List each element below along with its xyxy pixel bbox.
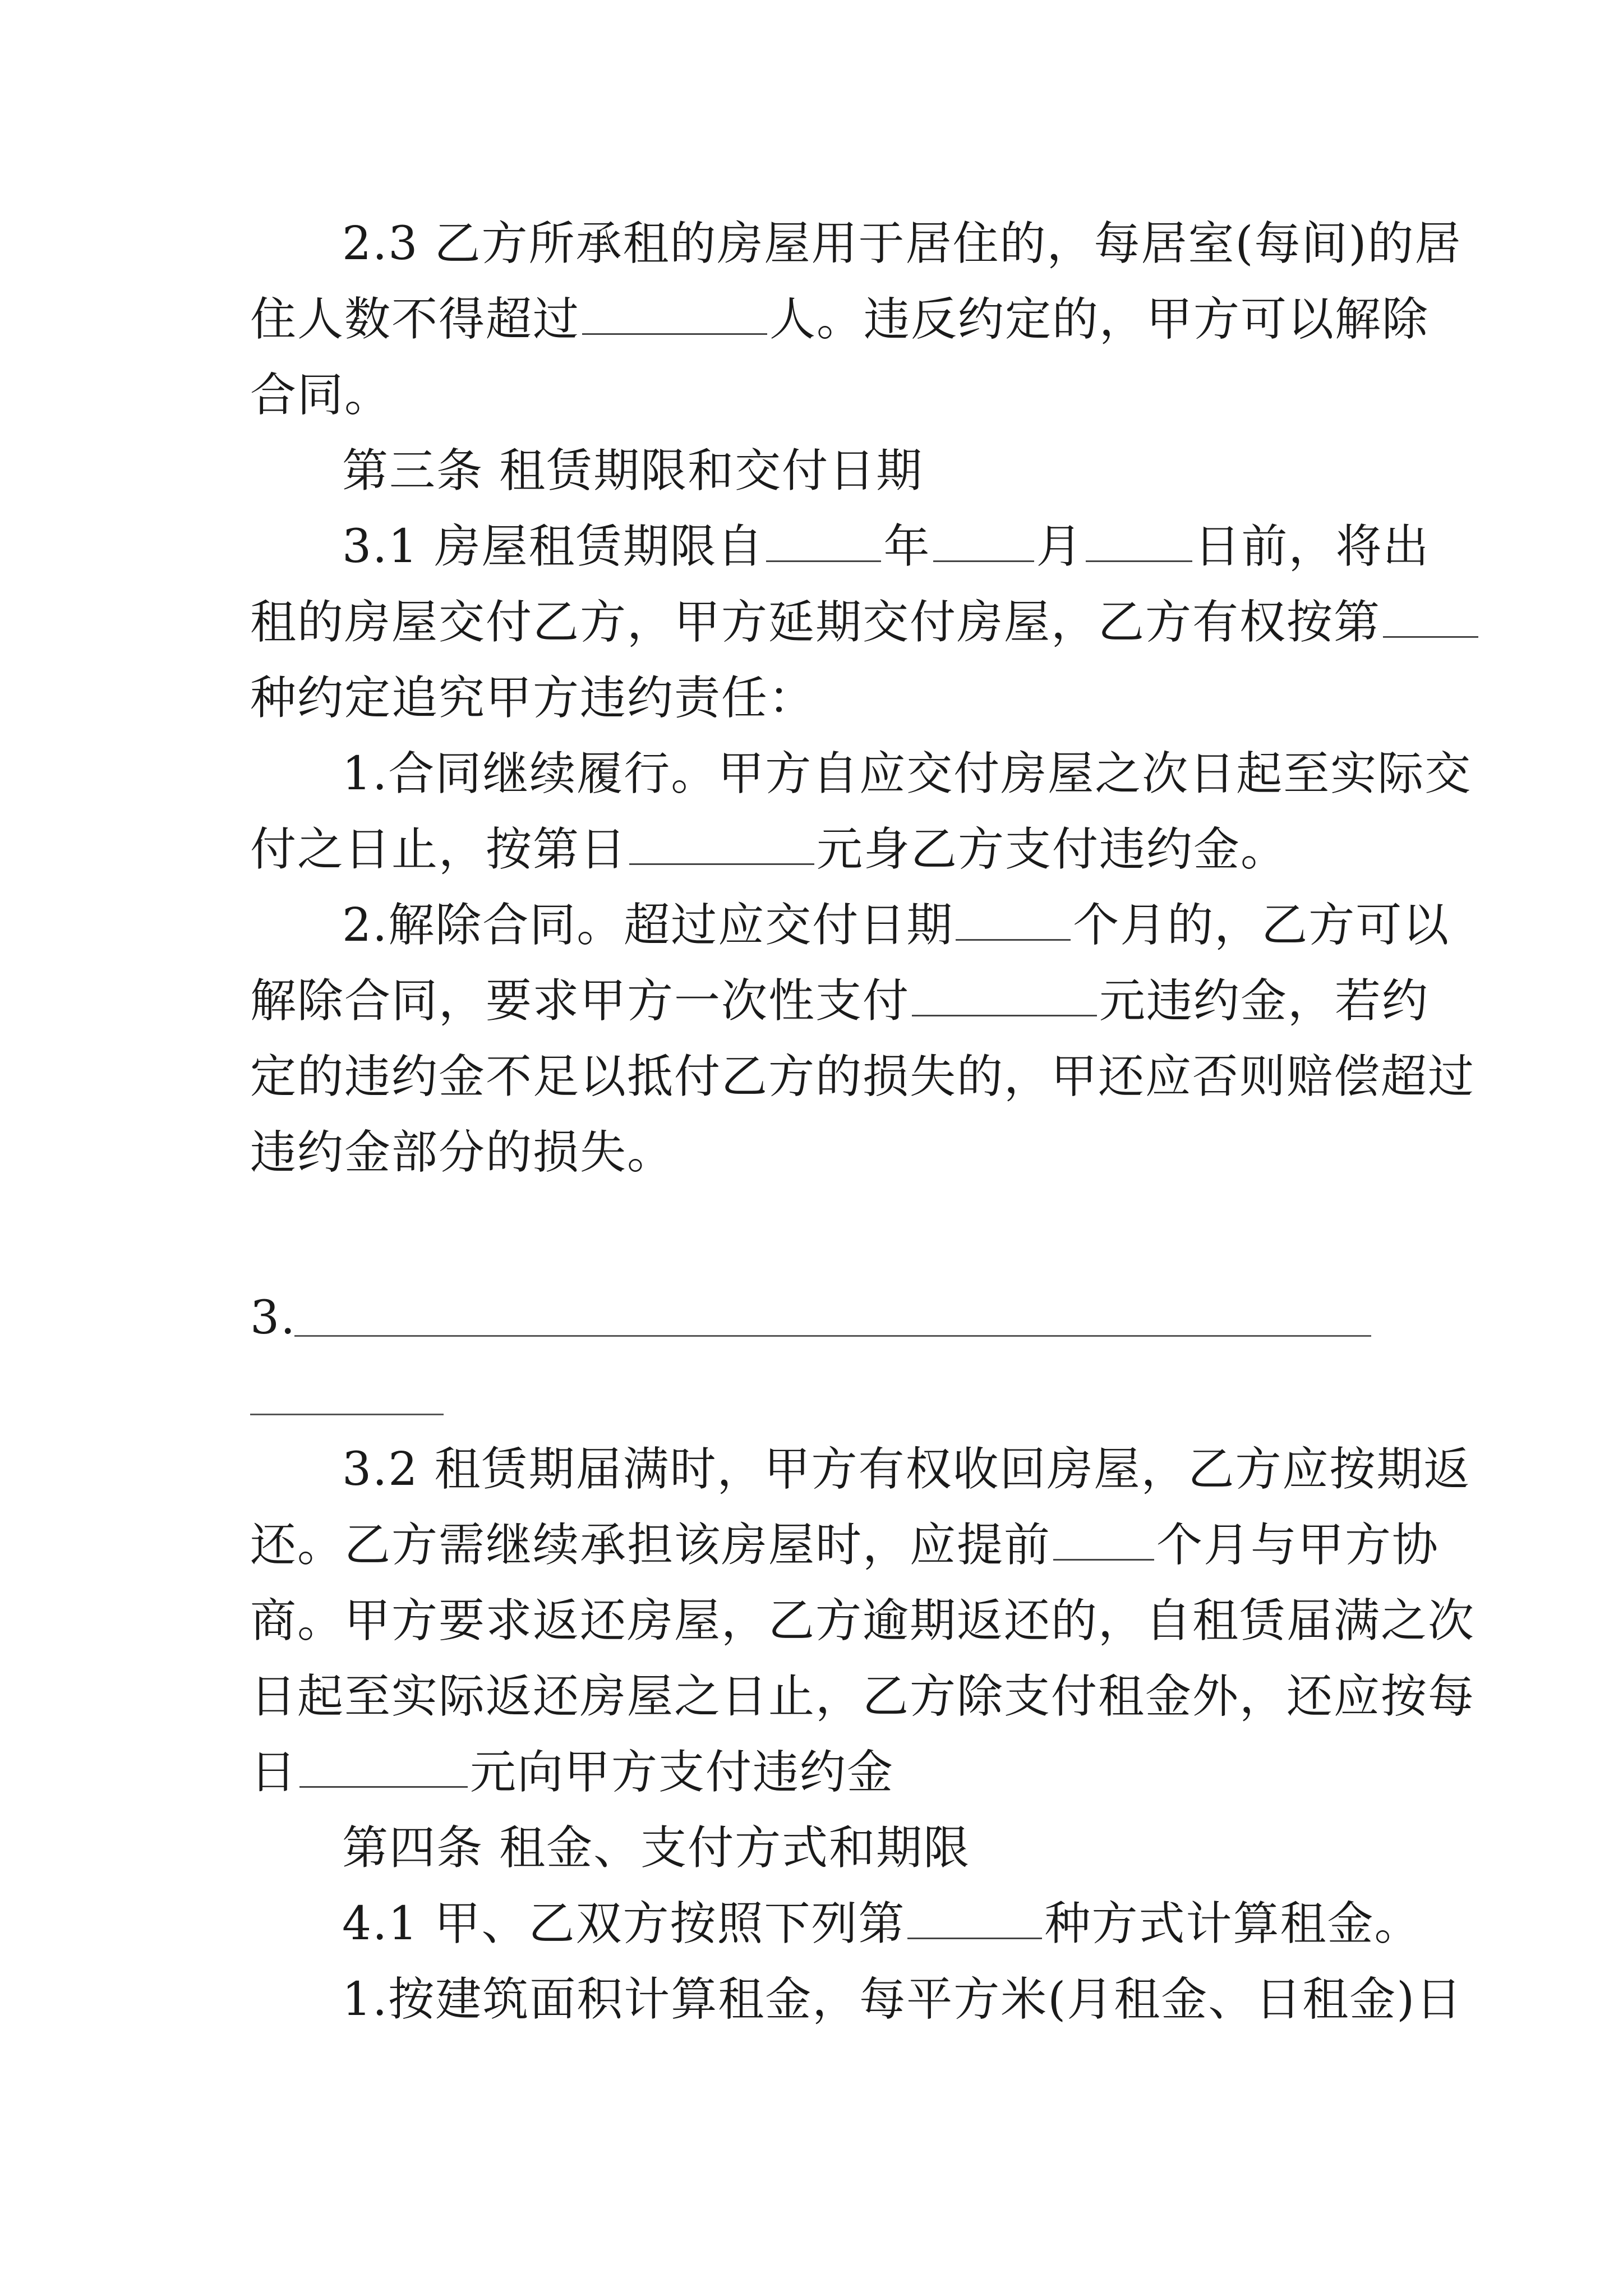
clause-4-1-item-1: 1.按建筑面积计算租金，每平方米(月租金、日租金)日 (342, 1973, 1463, 2026)
occupant-limit-blank[interactable] (582, 298, 767, 335)
article-3-title: 第三条 租赁期限和交付日期 (342, 444, 924, 498)
rent-method-blank[interactable] (907, 1903, 1042, 1939)
delivery-year-blank[interactable] (766, 526, 881, 562)
daily-penalty-blank[interactable] (629, 829, 814, 865)
overstay-penalty-blank[interactable] (299, 1751, 468, 1788)
delivery-month-blank[interactable] (933, 526, 1034, 562)
clause-2-3-line-3: 合同。 (250, 369, 392, 422)
item-3-label: 3. (250, 1291, 297, 1345)
clause-2-3-line-1: 2.3 乙方所承租的房屋用于居住的，每居室(每间)的居 (342, 217, 1462, 270)
overdue-months-blank[interactable] (956, 904, 1071, 941)
clause-3-2-line-2: 还。乙方需继续承担该房屋时，应提前 个月与甲方协 (250, 1519, 1440, 1572)
item-3-fill-line-continued[interactable] (250, 1414, 444, 1415)
item-2-line-2: 解除合同，要求甲方一次性支付 元违约金，若约 (250, 974, 1430, 1028)
clause-3-2-line-1: 3.2 租赁期届满时，甲方有权收回房屋，乙方应按期返 (342, 1443, 1471, 1496)
clause-3-1-line-3: 种约定追究甲方违约责任： (250, 671, 816, 725)
clause-2-3-line-2: 住人数不得超过 人。违反约定的，甲方可以解除 (250, 293, 1430, 346)
clause-3-2-line-3: 商。甲方要求返还房屋，乙方逾期返还的，自租赁届满之次 (250, 1594, 1476, 1648)
item-2-line-3: 定的违约金不足以抵付乙方的损失的，甲还应否则赔偿超过 (250, 1050, 1476, 1103)
item-2-line-1: 2.解除合同。超过应交付日期 个月的，乙方可以 (342, 899, 1450, 952)
item-1-line-2: 付之日止，按第日 元身乙方支付违约金。 (250, 823, 1288, 876)
clause-3-1-line-2: 租的房屋交付乙方，甲方延期交付房屋，乙方有权按第 (250, 595, 1481, 651)
item-2-line-4: 违约金部分的损失。 (250, 1126, 675, 1179)
item-1-line-1: 1.合同继续履行。甲方自应交付房屋之次日起至实际交 (342, 747, 1472, 800)
notice-months-blank[interactable] (1053, 1524, 1154, 1561)
clause-3-1-line-1: 3.1 房屋租赁期限自 年 月 日前，将出 (342, 520, 1430, 573)
item-3-fill-line[interactable] (294, 1335, 1371, 1337)
delivery-day-blank[interactable] (1086, 526, 1192, 562)
lump-sum-penalty-blank[interactable] (912, 980, 1097, 1016)
clause-3-2-line-4: 日起至实际返还房屋之日止，乙方除支付租金外，还应按每 (250, 1670, 1476, 1723)
clause-3-2-line-5: 日 元向甲方支付违约金 (250, 1746, 895, 1799)
article-4-title: 第四条 租金、支付方式和期限 (342, 1821, 971, 1875)
liability-option-blank[interactable] (1383, 601, 1478, 638)
clause-4-1-line-1: 4.1 甲、乙双方按照下列第 种方式计算租金。 (342, 1897, 1422, 1950)
